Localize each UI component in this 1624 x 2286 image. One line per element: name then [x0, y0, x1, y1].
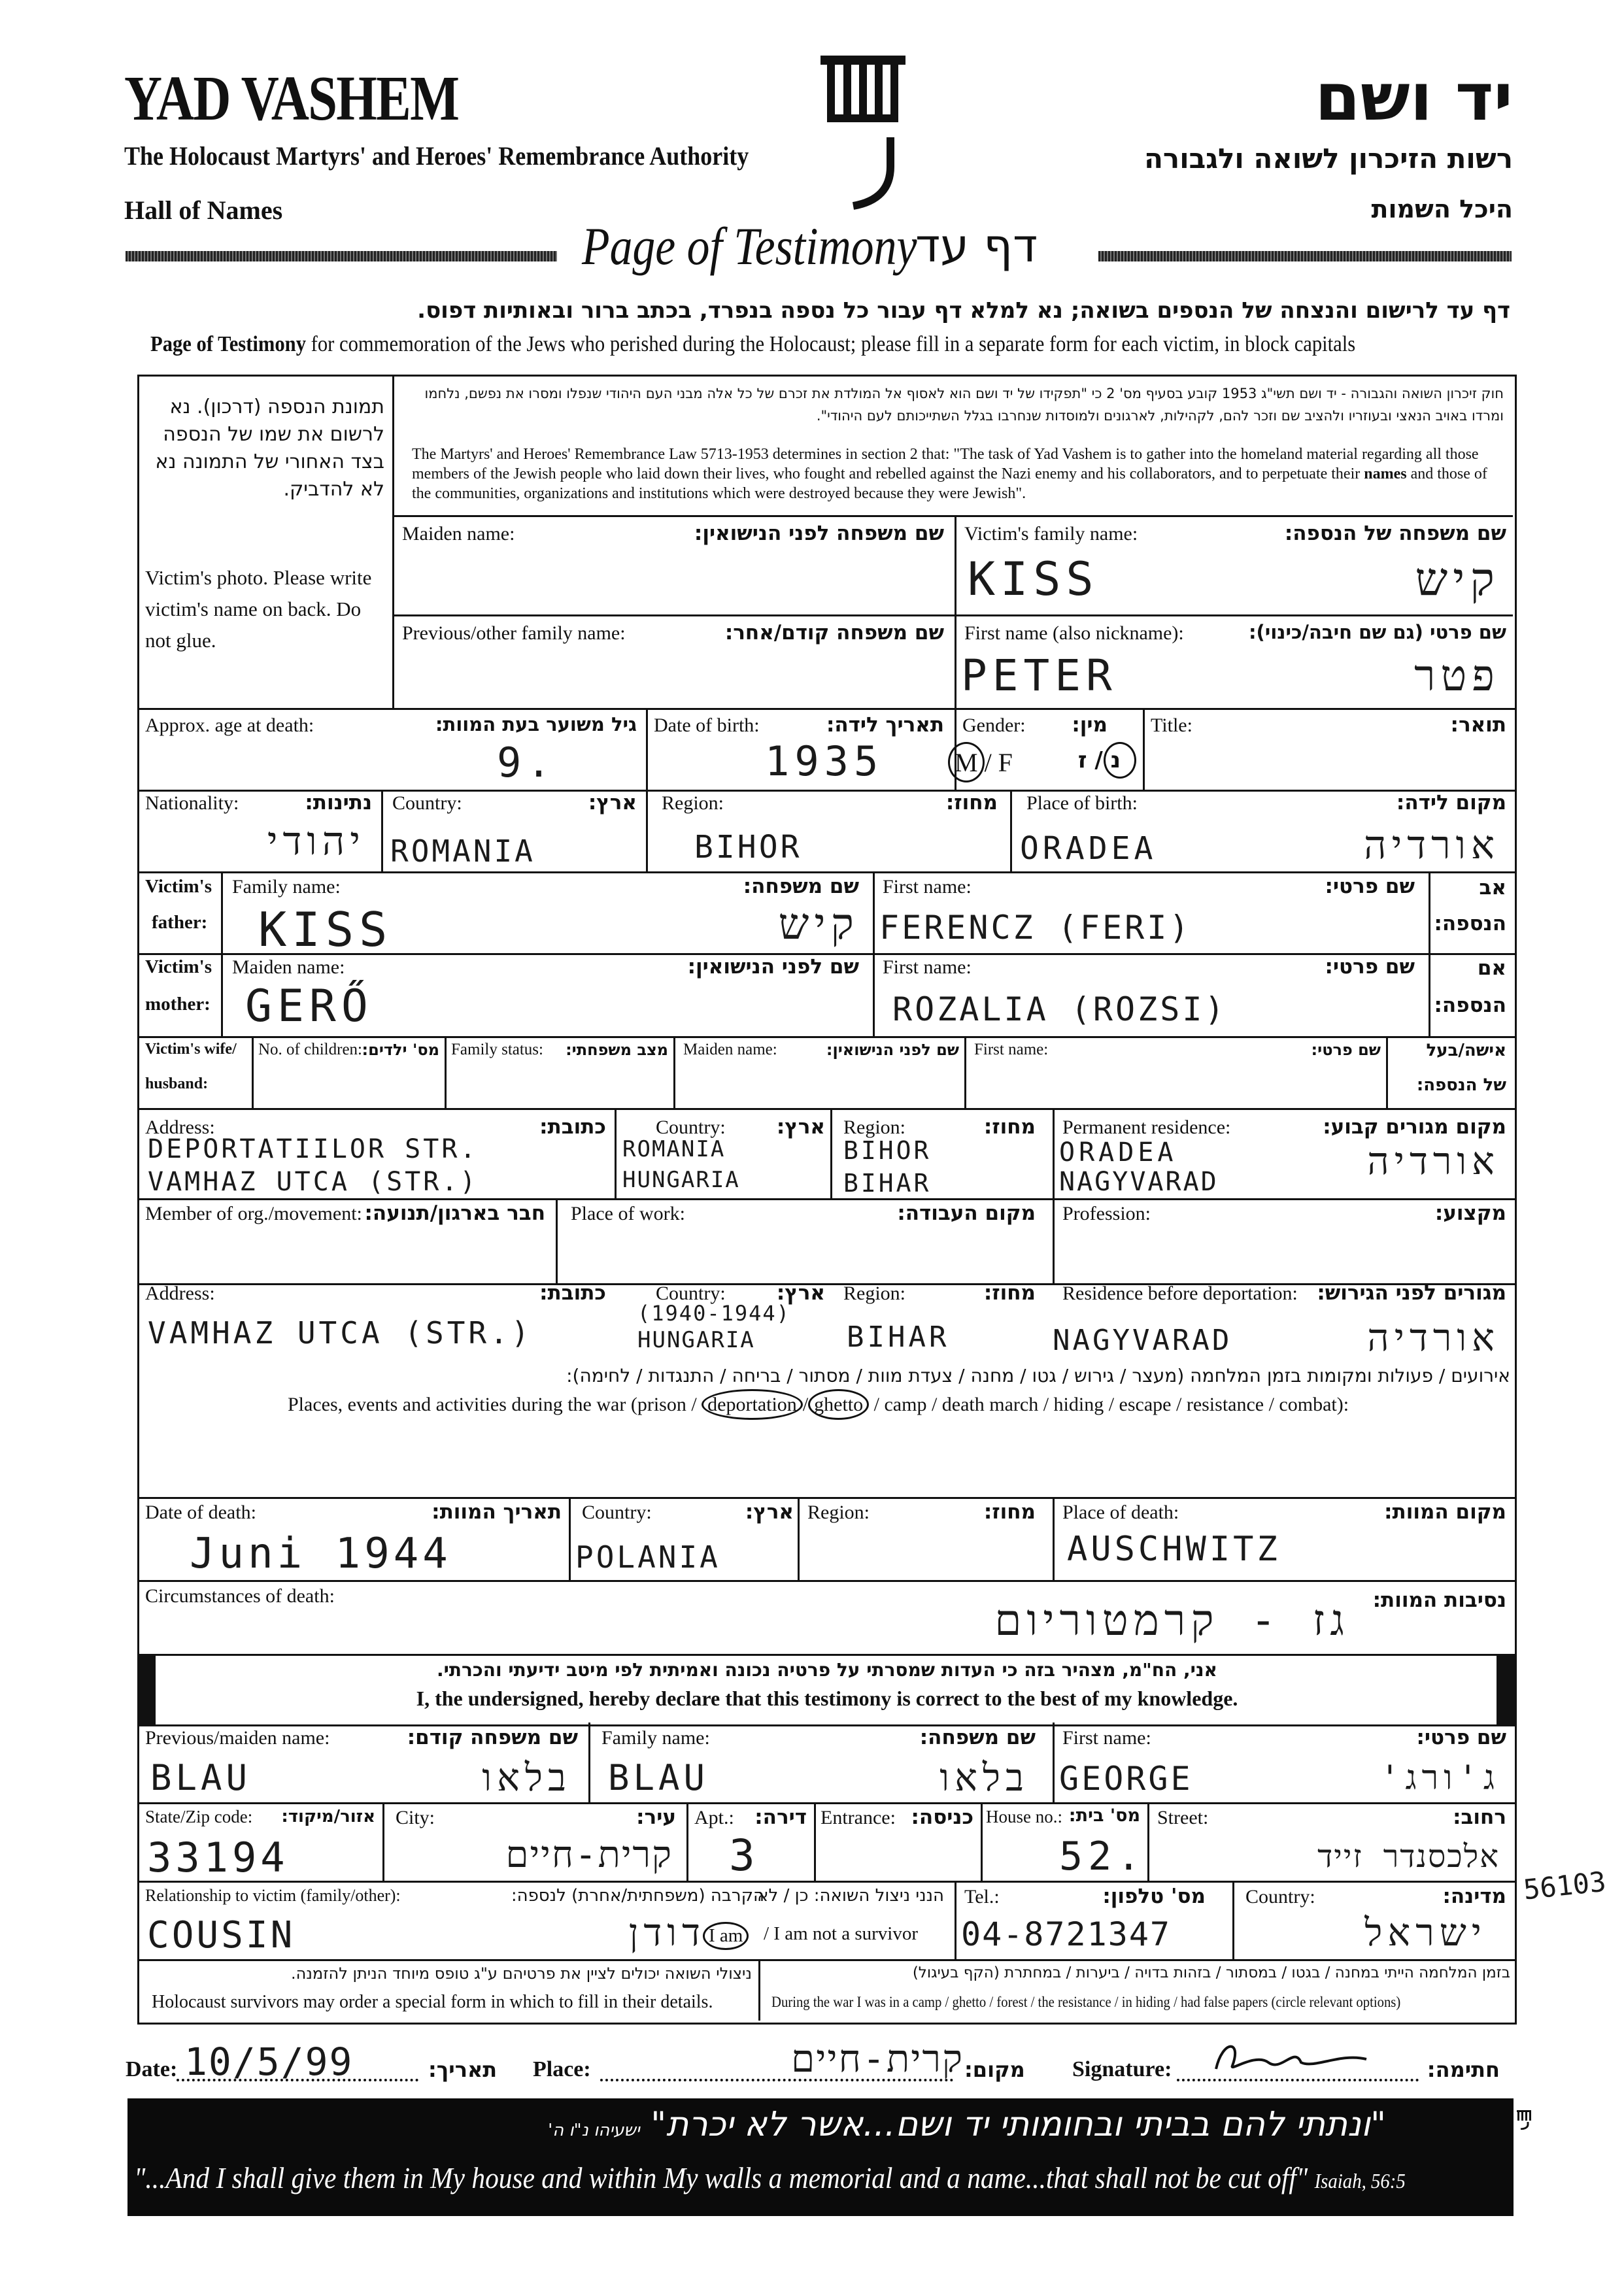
mother-row-label-he-1: אם — [1477, 956, 1506, 980]
father-row-label-en-2: father: — [152, 912, 208, 933]
residence-before-deportation-value-he: אורדיה — [1367, 1315, 1500, 1360]
first-name-label-en: First name (also nickname): — [964, 622, 1184, 644]
survivor-note-right-en: During the war I was in a camp / ghetto / forest / the resistance / in hiding / had false papers (circle relevant options) — [771, 1994, 1401, 2010]
father-family-value-he: קיש — [778, 899, 859, 949]
war-places-en-2: / camp / death march / hiding / escape / resistance / combat): — [873, 1394, 1349, 1415]
survivor-label-he: הנני ניצול השואה: כן / לא — [757, 1886, 944, 1906]
city-value[interactable]: קרית-חיים — [505, 1834, 673, 1876]
footer-date-label-en: Date: — [126, 2057, 178, 2081]
spouse-first-label-he: שם פרטי: — [1311, 1041, 1381, 1059]
hall-of-names-en: Hall of Names — [124, 195, 283, 225]
country-label-en: Country: — [392, 792, 462, 814]
mother-row-label-he-2: הנספה: — [1434, 994, 1506, 1017]
profession-field[interactable] — [1056, 1229, 1510, 1281]
address1-country-2[interactable]: HUNGARIA — [622, 1167, 740, 1193]
spouse-row-label-he-1: אישה/בעל — [1426, 1041, 1506, 1060]
instructions-en-bold: Page of Testimony — [150, 332, 307, 356]
address1-region-1[interactable]: BIHOR — [843, 1136, 932, 1165]
submitter-country-value[interactable]: ישראל — [1364, 1910, 1487, 1955]
death-place-value[interactable]: AUSCHWITZ — [1067, 1530, 1281, 1569]
survivor-option-i-am[interactable]: I am — [703, 1922, 749, 1950]
relationship-value-en[interactable]: COUSIN — [147, 1914, 296, 1957]
permanent-residence-2[interactable]: NAGYVARAD — [1059, 1167, 1219, 1197]
profession-label-he: מקצוע: — [1434, 1202, 1506, 1225]
address1-country-1[interactable]: ROMANIA — [622, 1136, 726, 1162]
gender-m-circle-icon — [948, 742, 985, 782]
father-first-label-he: שם פרטי: — [1325, 875, 1415, 898]
submitter-prev-label-he: שם משפחה קודם: — [407, 1726, 578, 1749]
death-country-value[interactable]: POLANIA — [575, 1539, 720, 1575]
street-label-en: Street: — [1157, 1807, 1209, 1828]
address2-region-label-en: Region: — [843, 1283, 905, 1304]
spouse-maiden-label-en: Maiden name: — [683, 1041, 777, 1058]
mother-row-label-en-2: mother: — [145, 994, 211, 1015]
family-status-label-en: Family status: — [451, 1041, 543, 1058]
family-name-value-en[interactable]: KISS — [968, 552, 1099, 606]
family-name-label-he: שם משפחה של הנספה: — [1284, 522, 1506, 545]
death-date-label-he: תאריך המוות: — [431, 1500, 562, 1524]
dob-value[interactable]: 1935 — [765, 737, 884, 785]
photo-instructions-he: תמונת הנספה (דרכון). נא לרשום את שמו של הנספה בצד האחורי של התמונה נא לא להדביק. — [155, 395, 384, 501]
org-name-en: YAD VASHEM — [124, 63, 459, 134]
death-date-value[interactable]: Juni 1944 — [190, 1530, 452, 1578]
mother-first-value[interactable]: ROZALIA (ROZSI) — [892, 990, 1227, 1028]
birthplace-label-en: Place of birth: — [1026, 792, 1138, 814]
address1-region-2[interactable]: BIHAR — [843, 1169, 932, 1198]
zip-label-he: אזור/מיקוד: — [281, 1807, 375, 1826]
place-of-work-field[interactable] — [559, 1229, 1049, 1281]
death-circumstances-label-en: Circumstances of death: — [145, 1585, 335, 1607]
submitter-prev-value-en[interactable]: BLAU — [150, 1757, 252, 1798]
street-label-he: רחוב: — [1453, 1806, 1506, 1829]
address2-country-label-en: Country: — [656, 1283, 726, 1304]
law-text-he: חוק זיכרון השואה והגבורה - יד ושם תשי"ג 1953 קובע בסעיף מס' 2 כי "תפקידו של יד ושם הוא לאסוף אל המולדת את זכרם של כל אלה מבני העם היהודי שנפלו ומסרו את נפשם, נלחמו ומרדו באויב הנאצי ובעוזריו ולהציב שם וזכר להם, לקהילות, לארגונים ולמוסדות שנחרבו בגלל השתייכותם לעם היהודי". — [424, 386, 1504, 424]
signature-scribble-icon — [1170, 2033, 1425, 2082]
war-option-ghetto[interactable]: ghetto — [808, 1389, 869, 1420]
instructions-he: דף עד לרישום והנצחה של הנספים בשואה; נא למלא דף עבור כל נספה בנפרד, בכתב ברור ובאותיות דפוס. — [417, 297, 1510, 324]
signature-field[interactable] — [1170, 2033, 1425, 2082]
org-name-he: יד ושם — [1315, 59, 1513, 135]
maiden-name-field[interactable] — [396, 552, 951, 611]
survivor-note-left-en: Holocaust survivors may order a special form in which to fill in their details. — [152, 1992, 713, 2012]
father-row-label-he-1: אב — [1479, 876, 1506, 899]
address1-value-1[interactable]: DEPORTATIILOR STR. — [148, 1134, 479, 1164]
house-label-he: מס' בית: — [1068, 1806, 1140, 1826]
quote-en-text: "...And I shall give them in My house and within My walls a memorial and a name...that shall not be cut off" — [134, 2161, 1308, 2194]
maiden-name-label-he: שם משפחה לפני הנישואין: — [694, 522, 944, 545]
submitter-country-label-en: Country: — [1245, 1886, 1315, 1908]
age-value[interactable]: 9. — [497, 739, 556, 786]
title-label-en: Title: — [1151, 714, 1193, 736]
nationality-label-he: נתינות: — [305, 791, 372, 815]
tel-value[interactable]: 04-8721347 — [961, 1915, 1172, 1953]
birthplace-label-he: מקום לידה: — [1396, 791, 1506, 815]
dob-label-he: תאריך לידה: — [826, 713, 944, 737]
address2-label-he: כתובת: — [539, 1281, 606, 1305]
org-subtitle-he: רשות הזיכרון לשואה ולגבורה — [1144, 143, 1513, 175]
address2-region-value[interactable]: BIHAR — [847, 1320, 950, 1354]
submitter-prev-label-en: Previous/maiden name: — [145, 1727, 330, 1749]
family-name-value-he: קיש — [1415, 552, 1500, 606]
address1-value-2[interactable]: VAMHAZ UTCA (STR.) — [148, 1167, 479, 1197]
entrance-label-he: כניסה: — [911, 1806, 973, 1829]
father-row-label-he-2: הנספה: — [1434, 912, 1506, 935]
entrance-field[interactable] — [817, 1834, 977, 1878]
relationship-label-he: הקרבה (משפחתית/אחרת) לנספה: — [511, 1886, 764, 1906]
law-text-en-2: and those of the communities, organizations and institutions which were destroyed because they were Jewish". — [412, 465, 1487, 502]
address2-country-note: (1940-1944) — [637, 1301, 790, 1326]
relationship-value-he: דודן — [628, 1910, 705, 1955]
apt-value[interactable]: 3 — [729, 1830, 760, 1881]
address2-value[interactable]: VAMHAZ UTCA (STR.) — [148, 1315, 533, 1351]
family-name-label-en: Victim's family name: — [964, 523, 1138, 545]
country-value[interactable]: ROMANIA — [390, 833, 535, 869]
death-circumstances-value[interactable]: גז - קרמטוריום — [994, 1595, 1349, 1645]
title-field[interactable] — [1147, 739, 1510, 788]
war-places-label-he: אירועים / פעולות ומקומות בזמן המלחמה (מעצר / גירוש / גטו / מחנה / צעדת מוות / מסתור / בריחה / התנגדות / לחימה): — [566, 1365, 1510, 1387]
footer-place-label-en: Place: — [533, 2057, 591, 2081]
declaration-en: I, the undersigned, hereby declare that this testimony is correct to the best of my knowledge. — [416, 1687, 1238, 1710]
survivor-option-not[interactable]: / I am not a survivor — [764, 1923, 918, 1944]
father-first-value[interactable]: FERENCZ (FERI) — [879, 909, 1192, 947]
law-text-en — [412, 445, 1504, 503]
apt-label-en: Apt.: — [694, 1807, 734, 1828]
submitter-family-value-en[interactable]: BLAU — [608, 1757, 709, 1798]
previous-name-field[interactable] — [396, 650, 951, 706]
declaration-he: אני, הח"מ, מצהיר בזה כי העדות שמסרתי על פרטיה נכונה ואמיתית לפי מיטב ידיעתי והכרתי. — [437, 1659, 1217, 1681]
war-places-label-en — [288, 1394, 1349, 1416]
previous-name-label-en: Previous/other family name: — [402, 622, 626, 644]
page-title-en: Page of Testimony — [582, 216, 917, 276]
war-places-field[interactable] — [141, 1428, 1510, 1497]
death-place-label-he: מקום המוות: — [1384, 1500, 1506, 1524]
submitter-first-value-he: ג'ורג' — [1379, 1758, 1500, 1798]
death-region-field[interactable] — [801, 1530, 1049, 1579]
permanent-residence-he: אורדיה — [1367, 1139, 1500, 1183]
submitter-family-value-he: בלאו — [939, 1755, 1029, 1800]
page-title-he: דף עד — [915, 219, 1038, 273]
address1-region-label-en: Region: — [843, 1117, 905, 1138]
gender-value-he: נ / ז — [1077, 747, 1121, 773]
survivor-note-right-he: בזמן המלחמה הייתי במחנה / בגטו / במסתור / בזהות בדויה / ביערות / במחתרת (הקף בעיגול) — [912, 1964, 1510, 1981]
apt-label-he: דירה: — [754, 1806, 807, 1829]
region-label-he: מחוז: — [945, 791, 998, 815]
street-value[interactable]: אלכסנדר זייד — [1317, 1838, 1500, 1875]
nationality-label-en: Nationality: — [145, 792, 239, 814]
nationality-value[interactable]: יהודי — [267, 818, 365, 864]
spouse-row-label-he-2: של הנספה: — [1416, 1075, 1506, 1095]
member-org-field[interactable] — [141, 1229, 552, 1281]
submitter-prev-value-he: בלאו — [482, 1755, 571, 1800]
survivor-note-left-he: ניצולי השואה יכולים לציין את פרטיהם ע"ג טופס מיוחד הניתן להזמנה. — [291, 1964, 752, 1983]
dob-label-en: Date of birth: — [654, 714, 760, 736]
war-places-en-1: Places, events and activities during the war (prison / — [288, 1394, 697, 1415]
victim-photo-area[interactable] — [139, 376, 392, 707]
law-text-en-1: The Martyrs' and Heroes' Remembrance Law 5713-1953 determines in section 2 that: "The task of Yad Vashem is to gather into the homeland material regarding all those members of the Jewish people who laid down their lives, who fought and rebelled against the Nazi enemy and his collaborators, and to perpetuate their — [412, 446, 1479, 482]
footer-place-value[interactable]: קרית-חיים — [791, 2036, 964, 2081]
children-label-he: מס' ילדים: — [362, 1041, 439, 1059]
footer-signature-label-en: Signature: — [1072, 2057, 1172, 2081]
law-text-en-bold: names — [1364, 465, 1407, 482]
address2-country-value[interactable]: HUNGARIA — [637, 1327, 755, 1353]
tel-label-he: מס' טלפון: — [1102, 1885, 1206, 1908]
father-row-label-en-1: Victim's — [145, 876, 212, 897]
zip-value[interactable]: 33194 — [147, 1834, 289, 1881]
address1-region-label-he: מחוז: — [983, 1115, 1036, 1139]
quote-banner-he — [170, 2105, 1386, 2144]
country-label-he: ארץ: — [588, 791, 637, 815]
first-name-label-he: שם פרטי (גם שם חיבה/כינוי): — [1248, 621, 1506, 643]
address2-country-label-he: ארץ: — [776, 1281, 825, 1305]
place-of-work-label-en: Place of work: — [571, 1203, 685, 1224]
spouse-row-label-en-2: husband: — [145, 1075, 209, 1092]
submitter-first-label-he: שם פרטי: — [1416, 1726, 1506, 1749]
war-option-separator: / — [802, 1394, 809, 1415]
mother-maiden-value[interactable]: GERŐ — [245, 981, 373, 1032]
title-bar-left — [126, 251, 557, 261]
address2-label-en: Address: — [145, 1283, 215, 1304]
place-of-work-label-he: מקום העבודה: — [897, 1202, 1036, 1225]
spouse-maiden-label-he: שם לפני הנישואין: — [826, 1041, 959, 1059]
margin-note: 56103 — [1521, 1865, 1608, 1906]
residence-before-deportation-label-en: Residence before deportation: — [1062, 1283, 1298, 1304]
address2-region-label-he: מחוז: — [983, 1281, 1036, 1305]
gender-he-circle-icon — [1104, 742, 1136, 779]
death-country-label-en: Country: — [582, 1502, 652, 1523]
org-subtitle-en: The Holocaust Martyrs' and Heroes' Remembrance Authority — [124, 141, 749, 171]
mother-row-label-en-1: Victim's — [145, 956, 212, 977]
yad-vashem-logo-icon — [817, 52, 909, 216]
small-logo-icon — [1517, 2110, 1531, 2130]
footer-date-label-he: תאריך: — [428, 2057, 498, 2082]
address1-country-label-he: ארץ: — [776, 1115, 825, 1139]
death-region-label-he: מחוז: — [983, 1500, 1036, 1524]
death-region-label-en: Region: — [807, 1502, 870, 1523]
region-value[interactable]: BIHOR — [694, 829, 802, 866]
zip-label-en: State/Zip code: — [145, 1807, 253, 1826]
permanent-residence-label-en: Permanent residence: — [1062, 1117, 1231, 1138]
war-option-deportation[interactable]: deportation — [702, 1389, 803, 1420]
gender-value[interactable]: M/F — [955, 748, 1019, 777]
death-date-label-en: Date of death: — [145, 1502, 256, 1523]
house-label-en: House no.: — [986, 1807, 1062, 1826]
gender-label-he: מין: — [1072, 713, 1108, 737]
instructions-en — [150, 332, 1386, 357]
mother-first-label-he: שם פרטי: — [1325, 955, 1415, 979]
spouse-row-label-en-1: Victim's wife/ — [145, 1041, 237, 1058]
title-bar-right — [1098, 251, 1512, 261]
first-name-value-he: פטר — [1414, 650, 1500, 701]
father-first-label-en: First name: — [883, 876, 972, 898]
address1-country-label-en: Country: — [656, 1117, 726, 1138]
maiden-name-label-en: Maiden name: — [402, 523, 515, 545]
footer-date-value[interactable]: 10/5/99 — [184, 2040, 354, 2084]
mother-maiden-label-en: Maiden name: — [232, 956, 345, 978]
permanent-residence-1[interactable]: ORADEA — [1059, 1137, 1177, 1168]
submitter-country-label-he: מדינה: — [1442, 1885, 1506, 1908]
tel-label-en: Tel.: — [964, 1886, 1000, 1908]
mother-maiden-label-he: שם לפני הנישואין: — [687, 955, 859, 979]
father-family-value-en[interactable]: KISS — [258, 902, 393, 957]
footer-signature-label-he: חתימה: — [1427, 2057, 1500, 2082]
residence-before-deportation-label-he: מגורים לפני הגירוש: — [1317, 1281, 1506, 1305]
relationship-label-en: Relationship to victim (family/other): — [145, 1886, 401, 1905]
first-name-value-en[interactable]: PETER — [961, 650, 1117, 701]
death-place-label-en: Place of death: — [1062, 1502, 1179, 1523]
birthplace-value-he: אורדיה — [1364, 822, 1500, 868]
instructions-en-text: for commemoration of the Jews who perished during the Holocaust; please fill in a separate form for each victim, in block capitals — [306, 332, 1356, 356]
city-label-he: עיר: — [636, 1806, 676, 1829]
quote-en-ref: Isaiah, 56:5 — [1314, 2169, 1406, 2193]
age-label-he: גיל משוער בעת המוות: — [435, 713, 637, 735]
quote-banner-en — [134, 2160, 1406, 2195]
city-label-en: City: — [396, 1807, 435, 1828]
quote-he-ref: ישעיהו נ"ו ה' — [548, 2121, 640, 2140]
profession-label-en: Profession: — [1062, 1203, 1151, 1224]
father-family-label-he: שם משפחה: — [743, 875, 859, 898]
death-country-label-he: ארץ: — [745, 1500, 794, 1524]
father-family-label-en: Family name: — [232, 876, 341, 898]
title-label-he: תואר: — [1450, 713, 1506, 737]
age-label-en: Approx. age at death: — [145, 714, 314, 736]
children-label-en: No. of children: — [258, 1041, 362, 1058]
family-status-label-he: מצב משפחתי: — [566, 1041, 668, 1059]
quote-he-text: "ונתתי להם בביתי ובחומותי יד ושם...אשר לא יכרת" — [651, 2105, 1386, 2144]
submitter-family-label-en: Family name: — [601, 1727, 710, 1749]
submitter-family-label-he: שם משפחה: — [919, 1726, 1036, 1749]
residence-before-deportation-value-en[interactable]: NAGYVARAD — [1053, 1324, 1232, 1357]
gender-label-en: Gender: — [962, 714, 1026, 736]
spouse-first-label-en: First name: — [974, 1041, 1049, 1058]
submitter-first-value-en[interactable]: GEORGE — [1059, 1760, 1193, 1798]
footer-place-label-he: מקום: — [964, 2057, 1025, 2082]
address1-label-he: כתובת: — [539, 1115, 606, 1139]
previous-name-label-he: שם משפחה קודם/אחר: — [724, 621, 944, 645]
region-label-en: Region: — [662, 792, 724, 814]
photo-instructions-en: Victim's photo. Please write victim's name on back. Do not glue. — [145, 566, 372, 652]
death-circumstances-label-he: נסיבות המוות: — [1372, 1588, 1506, 1612]
mother-first-label-en: First name: — [883, 956, 972, 978]
permanent-residence-label-he: מקום מגורים קבוע: — [1323, 1115, 1506, 1139]
address1-label-en: Address: — [145, 1117, 215, 1138]
entrance-label-en: Entrance: — [820, 1807, 896, 1828]
submitter-first-label-en: First name: — [1062, 1727, 1151, 1749]
house-value[interactable]: 52. — [1059, 1834, 1146, 1879]
member-org-label-en: Member of org./movement: — [145, 1203, 362, 1224]
birthplace-value-en[interactable]: ORADEA — [1020, 830, 1157, 867]
member-org-label-he: חבר בארגון/תנועה: — [364, 1202, 545, 1225]
hall-of-names-he: היכל השמות — [1371, 195, 1513, 224]
